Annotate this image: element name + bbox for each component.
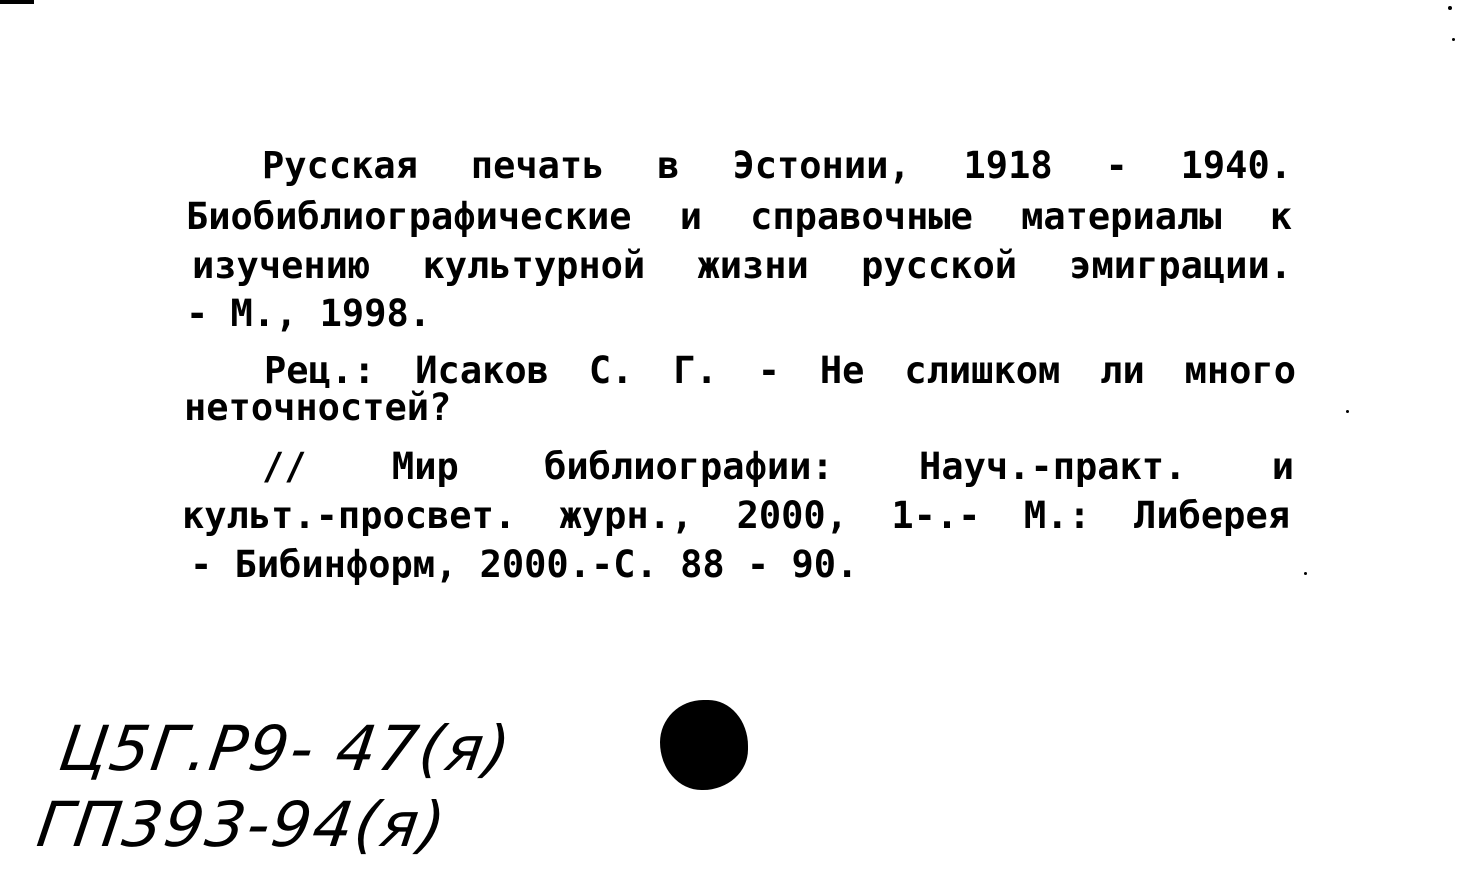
card-edge-mark [0,0,34,4]
handwritten-shelfmark-1: Ц5Г.Р9- 47(я) [54,712,517,785]
scan-speck [1452,38,1455,41]
title-line-2: Биобиблиографические и справочные материалы к [186,195,1292,238]
source-line-2: культ.-просвет. журн., 2000, 1-.- М.: Либерея [182,494,1290,537]
title-line-1: Русская печать в Эстонии, 1918 - 1940. [262,144,1292,187]
source-line-3: - Бибинформ, 2000.-С. 88 - 90. [190,543,859,586]
scan-speck [1304,572,1307,575]
scan-speck [1448,6,1452,10]
handwritten-shelfmark-2: ГП393-94(я) [32,788,452,861]
scan-speck [1346,410,1349,413]
title-line-3: изучению культурной жизни русской эмиграции. [192,244,1292,287]
review-line-1: Рец.: Исаков С. Г. - Не слишком ли много [264,349,1296,392]
punch-hole [660,700,748,790]
imprint-line: - М., 1998. [186,292,432,335]
review-line-2: неточностей? [184,386,452,429]
source-line-1: // Мир библиографии: Науч.-практ. и [262,445,1294,488]
